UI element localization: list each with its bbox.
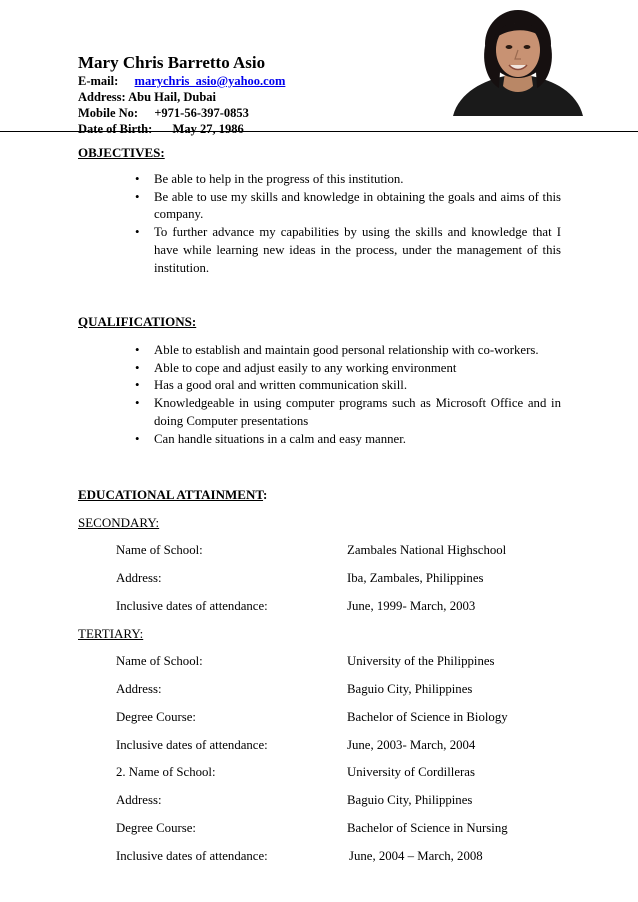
list-item: • Has a good oral and written communication skill.	[135, 377, 561, 395]
mobile-number: +971-56-397-0853	[154, 106, 249, 120]
profile-photo	[451, 6, 585, 116]
secondary-title: SECONDARY:	[78, 515, 160, 530]
bullet-icon: •	[135, 189, 140, 204]
tertiary-school-label: Name of School:	[116, 654, 203, 668]
tertiary-dates-value: June, 2003- March, 2004	[347, 738, 476, 752]
tertiary-address2-label: Address:	[116, 793, 162, 807]
tertiary-school-value: University of the Philippines	[347, 654, 495, 668]
list-item: • Able to cope and adjust easily to any working environment	[135, 360, 561, 378]
email-label: E-mail:	[78, 74, 119, 88]
education-title-line	[78, 487, 267, 503]
qualifications-list	[135, 342, 561, 448]
dob-label: Date of Birth:	[78, 122, 153, 136]
list-item: • Able to establish and maintain good personal relationship with co-workers.	[135, 342, 561, 360]
tertiary-degree-label: Degree Course:	[116, 710, 196, 724]
mobile-label: Mobile No:	[78, 106, 139, 120]
applicant-name: Mary Chris Barretto Asio	[78, 53, 266, 72]
list-item: • Can handle situations in a calm and easy manner.	[135, 431, 561, 449]
qualifications-title: QUALIFICATIONS:	[78, 314, 197, 329]
list-item: • Be able to help in the progress of this institution.	[135, 171, 561, 189]
objectives-list	[135, 171, 561, 277]
education-title-colon: :	[263, 487, 268, 502]
secondary-dates-label: Inclusive dates of attendance:	[116, 599, 268, 613]
secondary-dates-value: June, 1999- March, 2003	[347, 599, 476, 613]
header-divider	[0, 131, 638, 132]
tertiary-dates-label: Inclusive dates of attendance:	[116, 738, 268, 752]
secondary-address-value: Iba, Zambales, Philippines	[347, 571, 484, 585]
tertiary-degree-value: Bachelor of Science in Biology	[347, 710, 508, 724]
dob-line	[78, 121, 244, 137]
objectives-title: OBJECTIVES:	[78, 145, 165, 160]
tertiary-degree2-value: Bachelor of Science in Nursing	[347, 821, 508, 835]
list-item: • Be able to use my skills and knowledge in obtaining the goals and aims of this company.	[135, 189, 561, 222]
dob-value: May 27, 1986	[172, 122, 244, 136]
email-line	[78, 73, 285, 89]
bullet-icon: •	[135, 378, 140, 393]
education-title: EDUCATIONAL ATTAINMENT	[78, 487, 264, 502]
secondary-address-label: Address:	[116, 571, 162, 585]
secondary-school-value: Zambales National Highschool	[347, 543, 507, 557]
bullet-icon: •	[135, 396, 140, 411]
list-item: • Knowledgeable in using computer programs such as Microsoft Office and in doing Computer presentations	[135, 396, 561, 428]
bullet-icon: •	[135, 360, 140, 375]
bullet-icon: •	[135, 172, 140, 186]
tertiary-address-value: Baguio City, Philippines	[347, 682, 473, 696]
bullet-icon: •	[135, 431, 140, 446]
address-line: Address: Abu Hail, Dubai	[78, 90, 217, 104]
bullet-icon: •	[135, 225, 140, 240]
list-item: • To further advance my capabilities by using the skills and knowledge that I have while learning new ideas in the process, under the management of this institution.	[135, 225, 561, 275]
tertiary-address-label: Address:	[116, 682, 162, 696]
tertiary-title: TERTIARY:	[78, 626, 144, 641]
email-link[interactable]: marychris_asio@yahoo.com	[134, 74, 286, 88]
tertiary-dates2-label: Inclusive dates of attendance:	[116, 849, 268, 863]
tertiary-dates2-value: June, 2004 – March, 2008	[349, 849, 483, 863]
tertiary-school2-value: University of Cordilleras	[347, 765, 475, 779]
tertiary-school2-label: 2. Name of School:	[116, 765, 216, 779]
tertiary-degree2-label: Degree Course:	[116, 821, 196, 835]
mobile-line	[78, 105, 249, 121]
tertiary-address2-value: Baguio City, Philippines	[347, 793, 473, 807]
secondary-school-label: Name of School:	[116, 543, 203, 557]
bullet-icon: •	[135, 343, 140, 357]
